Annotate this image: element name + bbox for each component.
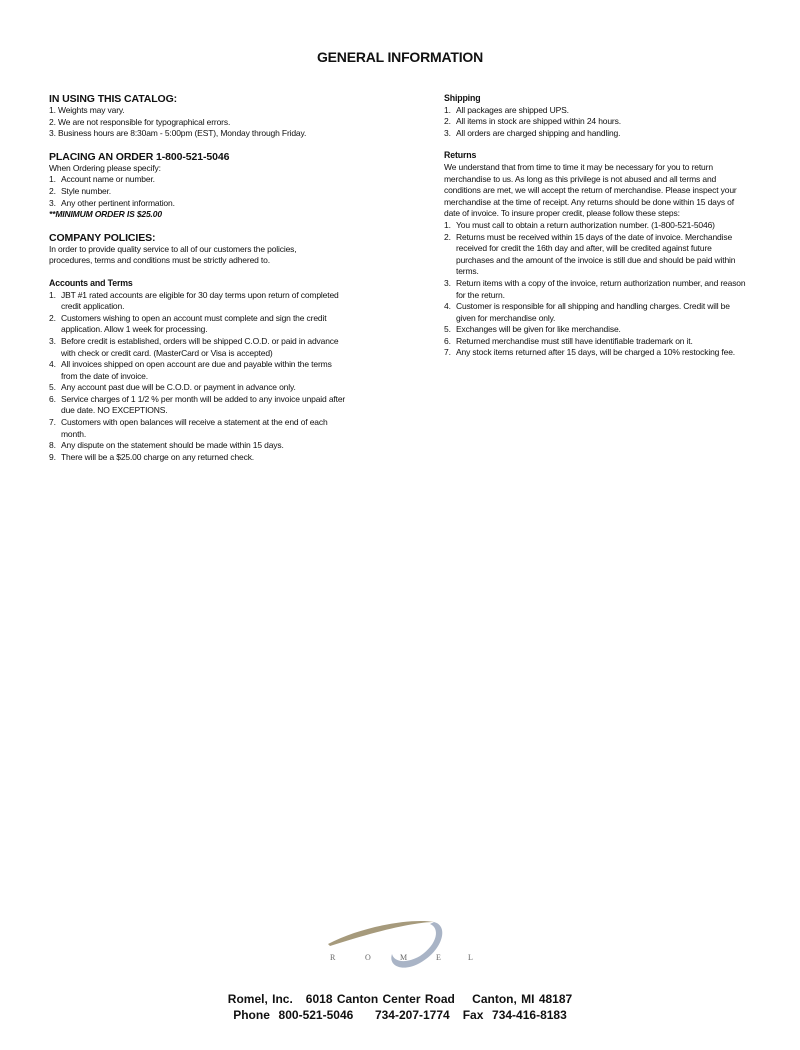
list-item xyxy=(49,394,349,417)
item-text: Style number. xyxy=(61,185,112,196)
returns-heading: Returns xyxy=(444,150,477,161)
logo-letter: L xyxy=(468,953,473,962)
catalog-line: 2. We are not responsible for typographical errors. xyxy=(49,116,231,127)
item-text: JBT #1 rated accounts are eligible for 30 day terms upon return of completed credit application. xyxy=(61,289,339,312)
item-number: 3. xyxy=(444,277,451,288)
item-text: Account name or number. xyxy=(61,174,155,185)
list-item xyxy=(49,417,349,440)
list-item xyxy=(444,232,749,278)
item-number: 1. xyxy=(444,219,451,230)
returns-intro: We understand that from time to time it may be necessary for you to return merchandise to us. As long as this privilege is not abused and all terms and conditions are met, we will accept the return of merchandise. Please inspect your merchandise at the time of receipt. Any returns should be done within 15 days of date of invoice. To insure proper credit, please follow these steps: xyxy=(444,161,737,219)
item-text: Returns must be received within 15 days of the date of invoice. Merchandise received for credit the 16th day and after, will be credited against future purchases and the amount of the invoice is still due and should be paid within terms. xyxy=(456,231,736,277)
list-item xyxy=(444,324,749,336)
item-text: Customers wishing to open an account must complete and sign the credit application. Allow 1 week for processing. xyxy=(61,312,327,335)
right-column xyxy=(444,93,749,370)
item-text: All invoices shipped on open account are due and payable within the terms from the date of invoice. xyxy=(61,359,332,381)
list-item xyxy=(49,186,349,198)
accounts-section xyxy=(49,278,349,464)
list-item xyxy=(49,336,349,359)
item-text: Any other pertinent information. xyxy=(61,197,175,208)
item-text: Any account past due will be C.O.D. or payment in advance only. xyxy=(61,382,296,393)
item-number: 1. xyxy=(49,174,56,185)
logo-letter: R xyxy=(330,953,336,962)
shipping-section xyxy=(444,93,749,139)
left-column xyxy=(49,93,349,474)
list-item xyxy=(49,313,349,336)
item-number: 5. xyxy=(444,324,451,335)
item-number: 7. xyxy=(444,347,451,358)
footer-address: Romel, Inc. 6018 Canton Center Road Canton, MI 48187 xyxy=(227,992,573,1006)
item-number: 6. xyxy=(49,393,56,404)
item-text: There will be a $25.00 charge on any returned check. xyxy=(61,451,255,462)
list-item xyxy=(444,301,749,324)
list-item xyxy=(49,198,349,210)
item-number: 7. xyxy=(49,417,56,428)
item-text: All packages are shipped UPS. xyxy=(456,104,569,115)
list-item xyxy=(49,290,349,313)
policies-heading: COMPANY POLICIES: xyxy=(49,231,156,244)
shipping-heading: Shipping xyxy=(444,93,481,103)
item-number: 3. xyxy=(49,197,56,208)
item-number: 4. xyxy=(444,301,451,312)
company-footer xyxy=(0,991,800,1023)
logo-letter: O xyxy=(365,953,371,962)
item-number: 2. xyxy=(49,185,56,196)
item-text: Any stock items returned after 15 days, will be charged a 10% restocking fee. xyxy=(456,347,736,358)
logo-swoosh xyxy=(328,921,434,946)
page-title: GENERAL INFORMATION xyxy=(316,49,483,65)
catalog-section xyxy=(49,93,349,140)
list-item xyxy=(49,359,349,382)
list-item xyxy=(49,174,349,186)
item-number: 3. xyxy=(444,127,451,138)
item-number: 4. xyxy=(49,359,56,370)
catalog-line: 3. Business hours are 8:30am - 5:00pm (EST), Monday through Friday. xyxy=(49,128,307,139)
list-item xyxy=(444,347,749,359)
item-number: 6. xyxy=(444,335,451,346)
item-number: 2. xyxy=(444,231,451,242)
catalog-line: 1. Weights may vary. xyxy=(49,105,125,115)
item-text: All items in stock are shipped within 24 hours. xyxy=(456,116,621,127)
ordering-heading: PLACING AN ORDER 1-800-521-5046 xyxy=(49,150,230,163)
item-number: 2. xyxy=(444,116,451,127)
item-number: 1. xyxy=(49,289,56,300)
logo-ring xyxy=(391,922,442,968)
list-item xyxy=(49,452,349,464)
list-item xyxy=(49,382,349,394)
item-text: Returned merchandise must still have identifiable trademark on it. xyxy=(456,335,693,346)
item-text: Before credit is established, orders will be shipped C.O.D. or paid in advance with check or credit card. (MasterCard or Visa is accepted) xyxy=(61,335,339,358)
item-number: 8. xyxy=(49,440,56,451)
list-item xyxy=(444,116,749,128)
item-number: 3. xyxy=(49,335,56,346)
logo-letter: M xyxy=(400,953,408,962)
item-number: 2. xyxy=(49,312,56,323)
ordering-intro: When Ordering please specify: xyxy=(49,162,161,173)
logo-letter: E xyxy=(436,953,441,962)
item-text: Customers with open balances will receive a statement at the end of each month. xyxy=(61,417,328,439)
catalog-heading: IN USING THIS CATALOG: xyxy=(49,93,178,105)
item-number: 1. xyxy=(444,104,451,115)
list-item xyxy=(444,336,749,348)
list-item xyxy=(444,128,749,140)
footer-phones: Phone 800-521-5046 734-207-1774 Fax 734-416-8183 xyxy=(233,1008,567,1022)
list-item xyxy=(444,278,749,301)
item-text: You must call to obtain a return authorization number. (1-800-521-5046) xyxy=(456,219,715,230)
shipping-list xyxy=(444,105,749,140)
romel-logo xyxy=(322,916,482,976)
logo-letters xyxy=(330,953,473,962)
item-text: Exchanges will be given for like merchandise. xyxy=(456,324,621,335)
policies-intro: In order to provide quality service to all of our customers the policies, xyxy=(49,243,297,254)
accounts-list xyxy=(49,290,349,464)
list-item xyxy=(49,440,349,452)
ordering-section xyxy=(49,151,349,221)
item-text: Any dispute on the statement should be made within 15 days. xyxy=(61,440,284,451)
item-text: All orders are charged shipping and handling. xyxy=(456,127,621,138)
policies-section xyxy=(49,232,349,267)
item-text: Customer is responsible for all shipping and handling charges. Credit will be given for merchandise only. xyxy=(456,301,730,323)
list-item xyxy=(444,220,749,232)
item-number: 9. xyxy=(49,451,56,462)
policies-intro: procedures, terms and conditions must be strictly adhered to. xyxy=(49,255,270,266)
item-number: 5. xyxy=(49,382,56,393)
item-text: Return items with a copy of the invoice, return authorization number, and reason for the return. xyxy=(456,277,746,300)
returns-section xyxy=(444,150,749,359)
ordering-list xyxy=(49,174,349,209)
returns-list xyxy=(444,220,749,359)
accounts-heading: Accounts and Terms xyxy=(49,277,133,288)
minimum-order-note: **MINIMUM ORDER IS $25.00 xyxy=(49,209,162,220)
item-text: Service charges of 1 1/2 % per month will be added to any invoice unpaid after due date. NO EXCEPTIONS. xyxy=(61,393,346,416)
list-item xyxy=(444,105,749,117)
